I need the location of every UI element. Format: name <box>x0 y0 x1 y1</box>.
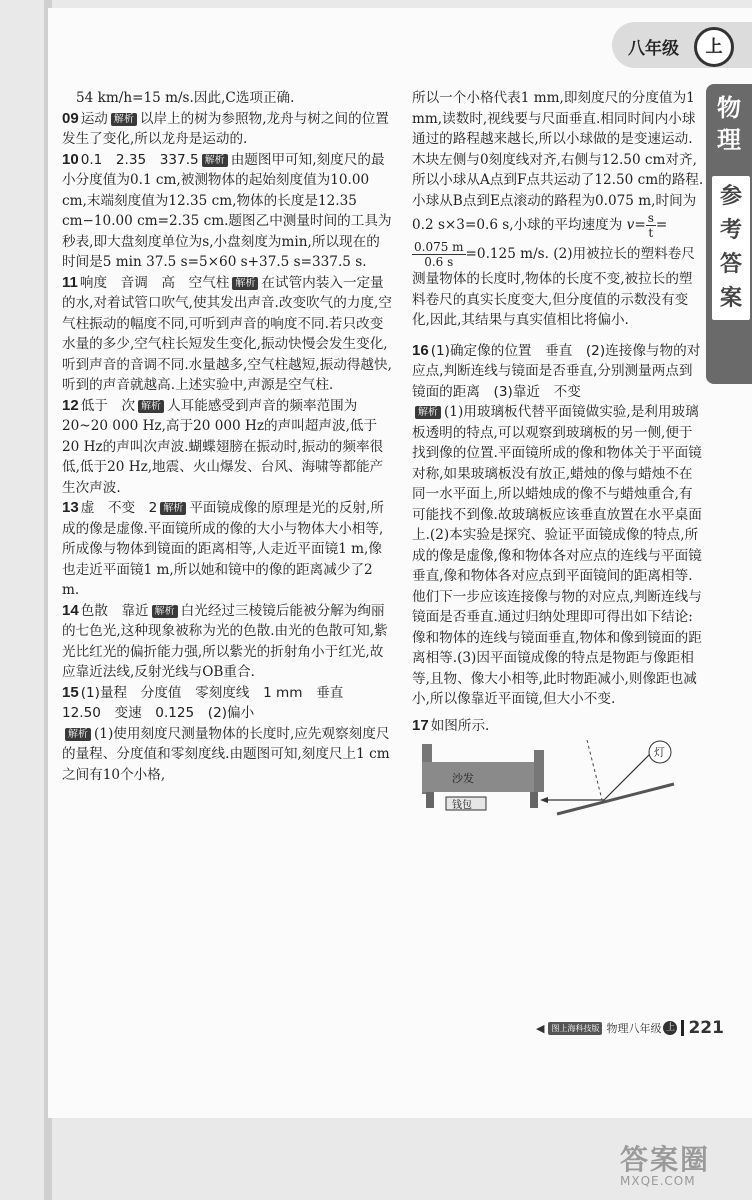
formula-rhs: =0.125 m/s. <box>465 246 549 262</box>
question-12 <box>62 396 392 499</box>
q17-text: 如图所示. <box>430 717 490 734</box>
answer-c-text: 54 km/h=15 m/s.因此,C选项正确. <box>76 90 295 106</box>
q15-continued <box>412 88 704 331</box>
question-15 <box>62 683 392 786</box>
q10-answer: 0.1 2.35 337.5 <box>80 151 199 168</box>
analysis-tag: 解析 <box>415 406 441 419</box>
question-17 <box>412 716 704 737</box>
q16-answer: (1)确定像的位置 垂直 (2)连接像与物的对应点,判断连线与镜面是否垂直,分别测量两点到镜面的距离 (3)靠近 不变 <box>412 342 701 400</box>
q15-cont-text-a: 所以一个小格代表1 mm,即刻度尺的分度值为1 mm,读数时,视线要与尺面垂直.相同时间内小球通过的路程越来越长,所以小球做的是变速运动.木块左侧与0刻度线对齐,右侧与12.50 cm对齐,所以小球从A点到F点共运动了12.50 cm的路程.小球从B点到E点滚动的路程为0.075 m,时间为0.2 s×3=0.6 s,小球的平均速度为 <box>412 90 704 233</box>
q13-analysis: 平面镜成像的原理是光的反射,所成的像是虚像.平面镜所成的像的大小与物体大小相等,所成像与物体到镜面的距离相等,人走近平面镜1 m,像也走近平面镜1 m,所以她和镜中的像的距离减少了2 m. <box>62 500 384 598</box>
sofa-leg-left <box>426 792 434 808</box>
q10-number: 10 <box>62 150 79 168</box>
right-column <box>412 88 704 820</box>
q14-analysis: 白光经过三棱镜后能被分解为绚丽的七色光,这种现象被称为光的色散.由光的色散可知,紫光比红光的偏折能力强,所以紫光的折射角小于红光,故应靠近法线,反射光线与OB重合. <box>62 602 388 680</box>
answer-key-label <box>710 174 752 322</box>
q9-number: 09 <box>62 109 79 127</box>
q13-answer: 虚 不变 2 <box>80 500 158 516</box>
frac-num: s <box>647 211 654 225</box>
analysis-tag: 解析 <box>138 400 164 413</box>
wallet-label: 钱包 <box>452 800 472 811</box>
frac-den: t <box>648 226 654 240</box>
answer-c-tail <box>62 88 392 109</box>
normal-line <box>587 740 602 800</box>
q12-number: 12 <box>62 396 79 414</box>
q14-answer: 色散 靠近 <box>80 602 149 619</box>
watermark <box>620 1138 710 1188</box>
term-badge: 上 <box>663 1021 677 1035</box>
question-13 <box>62 498 392 601</box>
q15-cont-text-b: (2)用被拉长的塑料卷尺测量物体的长度时,物体的长度不变,被拉长的塑料卷尺的真实长度变大,但分度值的示数没有变化,因此,其结果与真实值相比将偏小. <box>412 246 695 328</box>
sofa-body <box>422 762 544 792</box>
q15-number: 15 <box>62 683 79 701</box>
q17-number: 17 <box>412 716 429 734</box>
question-11 <box>62 273 392 396</box>
divider-bar <box>681 1020 684 1036</box>
chevron-left-icon: ◀ <box>536 1021 545 1035</box>
arrowhead <box>540 797 548 803</box>
grade-badge <box>612 22 752 68</box>
q9-analysis: 以岸上的树为参照物,龙舟与树之间的位置发生了变化,所以龙舟是运动的. <box>62 110 389 147</box>
fraction-values <box>412 240 466 269</box>
q11-answer: 响度 音调 高 空气柱 <box>79 274 230 291</box>
formula-lhs: v= <box>626 217 646 233</box>
question-10 <box>62 150 392 273</box>
question-14 <box>62 601 392 683</box>
q16-analysis: (1)用玻璃板代替平面镜做实验,是利用玻璃板透明的特点,可以观察到玻璃板的另一侧,便于找到像的位置.平面镜所成的像和物体关于平面镜对称,如果玻璃板没有放正,蜡烛的像与蜡烛不在同一水平面上,所以蜡烛成的像不与蜡烛重合,有可能找不到像.故玻璃板应该垂直放置在水平桌面上.(2)本实验是探究、验证平面镜成像的特点,所成的像是虚像,像和物体各对应点的连线与平面镜垂直,像和物体各对应点到平面镜间的距离相等.他们下一步应该连接像与物的对应点,判断连线与镜面是否垂直.通过归纳处理即可得出如下结论:像和物体的连线与镜面垂直,物体和像到镜面的距离相等.(3)因平面镜成像的特点是物距与像距相等,且物、像大小相等,此时物距减小,则像距也减小,所以像靠近平面镜,但大小不变. <box>412 404 702 707</box>
frac-den: 0.6 s <box>424 255 454 269</box>
sofa-leg-right <box>530 792 538 808</box>
subject-text: 物理 <box>717 94 741 154</box>
grade-label: 八年级 <box>628 39 679 59</box>
sofa-label: 沙发 <box>452 772 474 785</box>
reflection-diagram <box>412 740 682 820</box>
q16-number: 16 <box>412 341 429 359</box>
subject-tab <box>706 84 752 384</box>
analysis-tag: 解析 <box>202 154 228 167</box>
page-footer <box>536 1018 724 1038</box>
question-9 <box>62 109 392 150</box>
q15-answer: (1)量程 分度值 零刻度线 1 mm 垂直 12.50 变速 0.125 (2)偏小 <box>62 684 357 721</box>
subject-label <box>706 92 752 156</box>
watermark-url: MXQE.COM <box>620 1174 696 1188</box>
analysis-tag: 解析 <box>111 113 137 126</box>
left-column <box>62 88 392 785</box>
analysis-tag: 解析 <box>65 728 91 741</box>
q11-analysis: 在试管内装入一定量的水,对着试管口吹气,使其发出声音.改变吹气的力度,空气柱振动的幅度不同,可听到声音的响度不同.若只改变水量的多少,空气柱长短发生变化,振动快慢会发生变化,听到声音的音调不同.水量越多,空气柱越短,振动得越快,听到的声音就越高.上述实验中,声源是空气柱. <box>62 274 392 393</box>
q12-answer: 低于 次 <box>80 397 136 414</box>
question-16 <box>412 341 704 710</box>
analysis-tag: 解析 <box>160 502 186 515</box>
frac-num: 0.075 m <box>414 240 464 254</box>
sofa-arm <box>534 750 544 792</box>
q12-analysis: 人耳能感受到声音的频率范围为20~20 000 Hz,高于20 000 Hz的声叫超声波,低于20 Hz的声叫次声波.蝴蝶翅膀在振动时,振动的频率很低,低于20 Hz,地震、火山爆发、台风、海啸等都能产生次声波. <box>62 397 384 496</box>
q15-analysis: (1)使用刻度尺测量物体的长度时,应先观察刻度尺的量程、分度值和零刻度线.由题图可知,刻度尺上1 cm之间有10个小格, <box>62 725 390 783</box>
fraction-s-over-t <box>646 211 656 240</box>
publisher-badge: 图上海科技版 <box>548 1022 602 1035</box>
answer-key-text: 参考答案 <box>719 184 742 311</box>
q10-analysis: 由题图甲可知,刻度尺的最小分度值为0.1 cm,被测物体的起始刻度值为10.00 cm,末端刻度值为12.35 cm,物体的长度是12.35 cm−10.00 cm=2.35 cm.题图乙中测量时间的工具为秒表,即大盘刻度单位为s,小盘刻度为min,所以现在的时间是5 min 37.5 s=5×60 s+37.5 s=337.5 s. <box>62 151 392 270</box>
analysis-tag: 解析 <box>152 605 178 618</box>
watermark-logo: 答案圈 <box>620 1143 711 1176</box>
q11-number: 11 <box>62 273 78 291</box>
page-number: 221 <box>688 1018 724 1038</box>
analysis-tag: 解析 <box>232 277 258 290</box>
q9-answer: 运动 <box>80 110 108 127</box>
lamp-label: 灯 <box>654 746 665 759</box>
term-circle: 上 <box>694 27 734 67</box>
q14-number: 14 <box>62 601 79 619</box>
q13-number: 13 <box>62 499 79 516</box>
q15-formula: v= $\frac{s}{t}$ = $\frac{0.075 m}{0.6 s}$ =0.125 m/s. <box>414 211 668 269</box>
book-title: 物理八年级 <box>606 1022 662 1035</box>
